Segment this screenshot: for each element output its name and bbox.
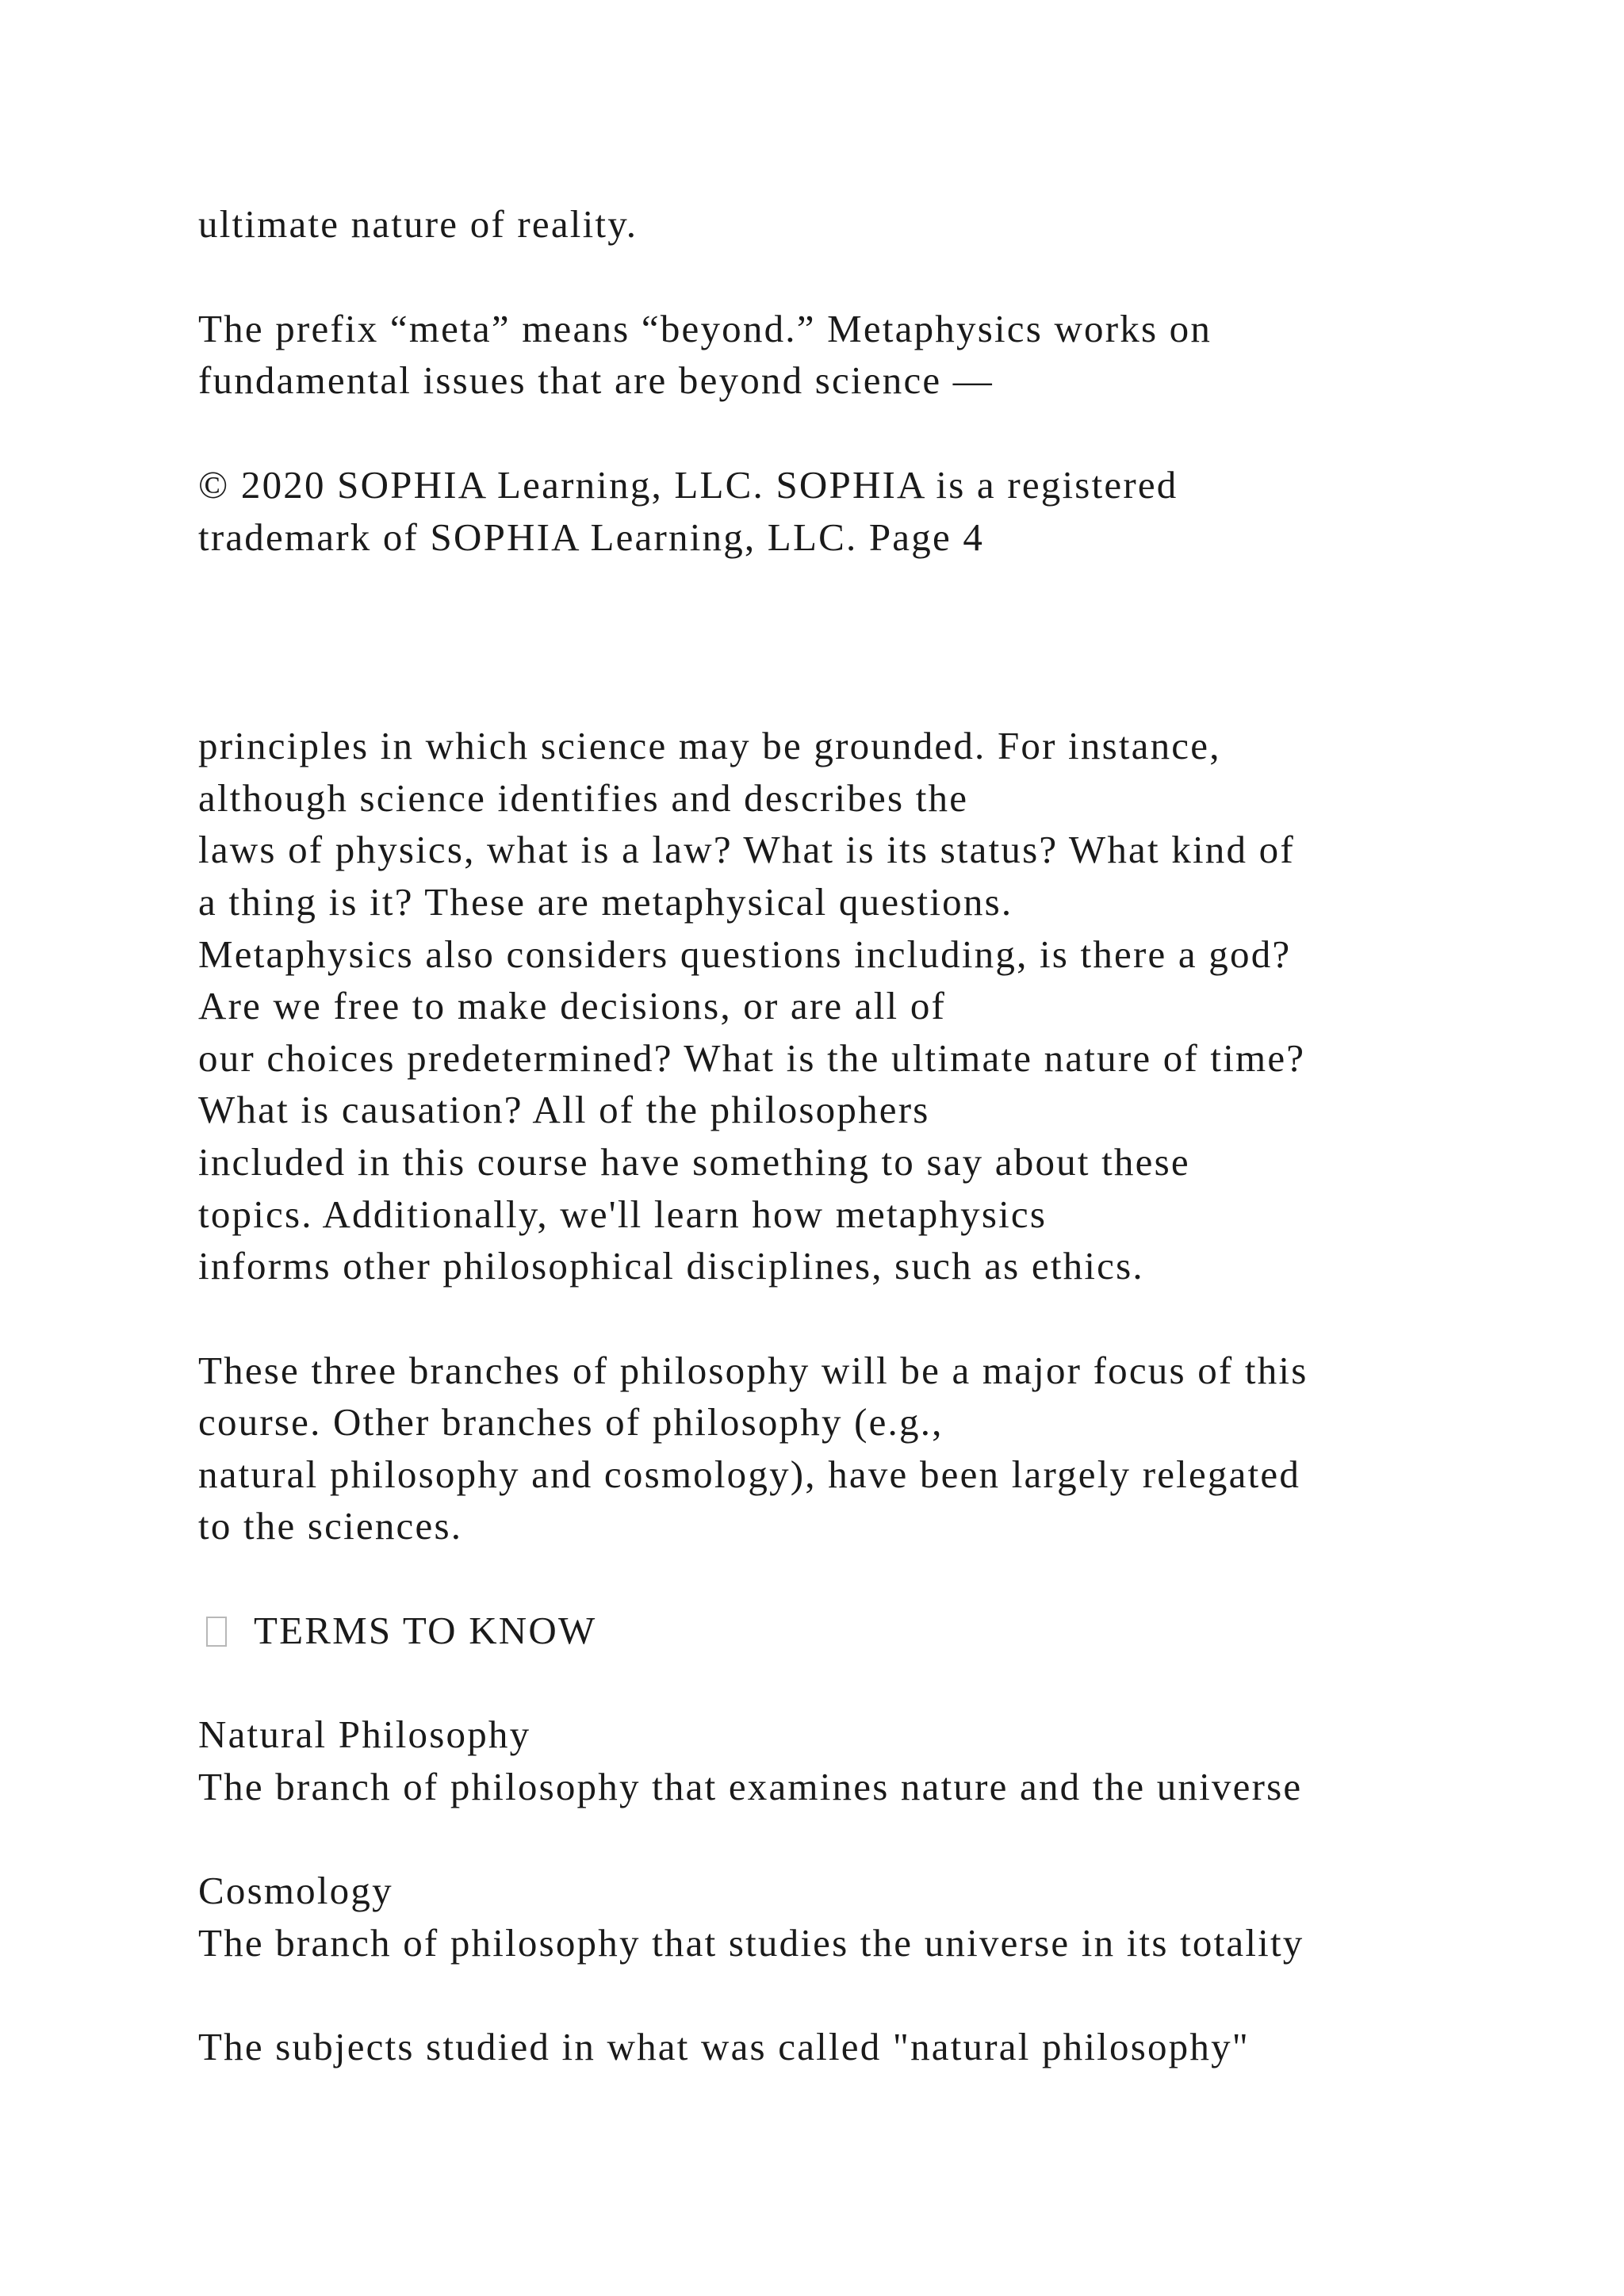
terms-heading [198, 1611, 596, 1650]
copyright-line: © 2020 SOPHIA Learning, LLC. SOPHIA is a registered [198, 463, 1178, 507]
text-line: included in this course have something to say about these [198, 1140, 1190, 1184]
text-line: The prefix “meta” means “beyond.” Metaphysics works on [198, 307, 1212, 350]
text-line: laws of physics, what is a law? What is its status? What kind of [198, 828, 1295, 871]
term-definition: The branch of philosophy that examines nature and the universe [198, 1765, 1303, 1808]
text-line: ultimate nature of reality. [198, 202, 638, 246]
text-line: to the sciences. [198, 1504, 463, 1548]
missing-glyph-icon [206, 1617, 227, 1647]
text-line: Metaphysics also considers questions including, is there a god? [198, 932, 1292, 976]
text-line: topics. Additionally, we'll learn how metaphysics [198, 1192, 1048, 1236]
text-line: The subjects studied in what was called "natural philosophy" [198, 2025, 1250, 2068]
text-line: What is causation? All of the philosophers [198, 1088, 930, 1131]
text-line: course. Other branches of philosophy (e.g., [198, 1400, 944, 1444]
text-line: natural philosophy and cosmology), have been largely relegated [198, 1452, 1301, 1496]
text-line: principles in which science may be grounded. For instance, [198, 724, 1221, 767]
text-line: a thing is it? These are metaphysical questions. [198, 880, 1013, 924]
text-line: our choices predetermined? What is the ultimate nature of time? [198, 1036, 1306, 1080]
text-line: Are we free to make decisions, or are all of [198, 984, 947, 1027]
text-line: fundamental issues that are beyond science — [198, 358, 994, 402]
terms-heading-label: TERMS TO KNOW [254, 1609, 597, 1652]
term-definition: The branch of philosophy that studies the universe in its totality [198, 1921, 1304, 1965]
text-line: These three branches of philosophy will be a major focus of this [198, 1349, 1308, 1392]
text-line: although science identifies and describes the [198, 776, 969, 820]
copyright-line: trademark of SOPHIA Learning, LLC. Page 4 [198, 515, 985, 559]
text-line: informs other philosophical disciplines, such as ethics. [198, 1244, 1144, 1288]
term-name: Natural Philosophy [198, 1712, 531, 1756]
term-name: Cosmology [198, 1869, 393, 1912]
